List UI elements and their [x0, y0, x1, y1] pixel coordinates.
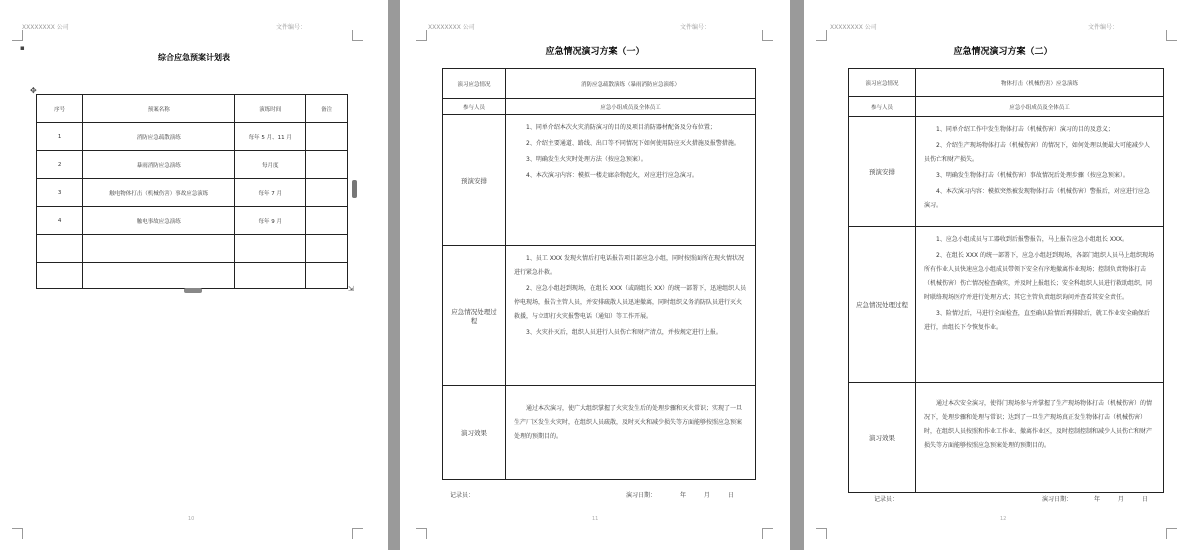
header-company: XXXXXXXX 公司: [428, 24, 475, 31]
header-company: XXXXXXXX 公司: [830, 24, 877, 31]
margin-corner-mark: [352, 528, 363, 539]
table-cell: [37, 263, 83, 289]
column-header: 演练时间: [235, 95, 306, 123]
page-1: [0, 0, 388, 550]
table-row: [443, 99, 756, 115]
section-paragraph: 3、明确发生物体打击（机械伤害）事故情况后处理步骤（按应急预案）。: [936, 172, 1129, 179]
page-number: 10: [188, 516, 195, 522]
section-paragraph: 2、在组长 XXX 的统一部署下，应急小组赶到现场，各部门组织人员马上组织现场所有作业人员快速应急小组成员带领下安全有序地撤离作业现场；控制负责物体打击（机械伤害）伤亡情况检查确实，并及时上报组长；安全科组织人员进行救助组织，同时联络现场医疗并进行处理方式；其它主管负责组织询问并查看其安全责任。: [924, 252, 1154, 301]
date-line: [1042, 494, 1148, 503]
margin-corner-mark: [12, 30, 23, 41]
page-title: 应急情况演习方案（二）: [953, 47, 1053, 57]
header-file-number: 文件编号：: [1087, 24, 1118, 31]
section-body: [506, 115, 756, 246]
margin-corner-mark: [1166, 528, 1177, 539]
section-label: 演习效果: [849, 383, 916, 493]
table-row: [849, 227, 1164, 383]
row-label: 参与人员: [443, 99, 506, 115]
table-cell: [306, 207, 348, 235]
table-row: [37, 207, 348, 235]
table-cell: [235, 263, 306, 289]
date-year: 年: [679, 492, 686, 499]
signature-line: [450, 490, 474, 499]
section-paragraph: 2、介绍主要通道、路线、出口等不同情况下如何使用防应灭火措施及报警措施。: [526, 140, 740, 147]
section-body: [506, 386, 756, 480]
section-body: [916, 227, 1164, 383]
table-row: [443, 69, 756, 99]
table-cell: [235, 235, 306, 263]
recorder-label: 记录员：: [450, 492, 475, 499]
page-title: 综合应急预案计划表: [158, 53, 230, 62]
table-move-handle-icon[interactable]: ✥: [30, 86, 37, 95]
table-row: [849, 69, 1164, 97]
column-header: 备注: [306, 95, 348, 123]
page-number: 11: [592, 516, 599, 522]
date-label: 演习日期：: [626, 492, 657, 499]
table-cell: [37, 235, 83, 263]
page-3: [804, 0, 1202, 550]
drill-plan-table: [848, 68, 1164, 493]
recorder-label: 记录员：: [874, 496, 899, 503]
section-body: [916, 117, 1164, 227]
table-row: [37, 179, 348, 207]
margin-corner-mark: [352, 30, 363, 41]
table-corner-resize-icon[interactable]: ⇲: [348, 285, 354, 293]
signature-line: [874, 494, 898, 503]
margin-corner-mark: [816, 528, 827, 539]
table-cell: 消防应急疏散演练: [83, 123, 235, 151]
table-cell: 暴雨消防应急演练: [83, 151, 235, 179]
section-paragraph: 3、火灾扑灭后，组织人员进行人员伤亡和财产清点，并按规定进行上报。: [526, 329, 722, 336]
paragraph-mark-icon: ▪: [20, 44, 25, 52]
section-label: 预演安排: [443, 115, 506, 246]
row-value: 消防应急疏散演练（暴雨消防应急演练）: [506, 69, 756, 99]
column-header: 预案名称: [83, 95, 235, 123]
section-paragraph: 3、明确发生火灾时处理方法（按应急预案）。: [526, 156, 647, 163]
section-label: 预演安排: [849, 117, 916, 227]
table-cell: [306, 179, 348, 207]
section-body: [916, 383, 1164, 493]
table-row: [37, 263, 348, 289]
date-month: 月: [1117, 496, 1124, 503]
margin-corner-mark: [762, 528, 773, 539]
table-cell: 3: [37, 179, 83, 207]
table-cell: 1: [37, 123, 83, 151]
table-row: [849, 383, 1164, 493]
table-cell: [306, 235, 348, 263]
date-year: 年: [1093, 496, 1100, 503]
table-cell: [83, 235, 235, 263]
header-file-number: 文件编号：: [275, 24, 306, 31]
table-cell: 每年 5 月、11 月: [235, 123, 306, 151]
table-cell: [306, 123, 348, 151]
table-cell: 每年 9 月: [235, 207, 306, 235]
section-paragraph: 1、员工 XXX 发现火情后打电话报告项目部应急小组，同时按照面所在现火情状况进行紧急扑救。: [514, 255, 744, 276]
margin-corner-mark: [416, 528, 427, 539]
row-value: 应急小组成员及全体员工: [916, 97, 1164, 117]
table-resize-handle[interactable]: [184, 288, 202, 293]
table-cell: 触电事故应急演练: [83, 207, 235, 235]
row-value: 物体打击（机械伤害）应急演练: [916, 69, 1164, 97]
drill-plan-table: [442, 68, 756, 480]
section-label: 演习效果: [443, 386, 506, 480]
section-paragraph: 通过本次演习，使广大组织掌握了火灾发生后的处理步骤和灭火常识；实现了一旦生产厂区发生火灾时，在组织人员疏散，及时灭火和减少损失等方面能够按照应急预案处理的预期目的。: [514, 405, 743, 440]
date-line: [626, 490, 734, 499]
header-company: XXXXXXXX 公司: [22, 24, 69, 31]
date-day: 日: [1141, 496, 1148, 503]
header-file-number: 文件编号：: [679, 24, 710, 31]
table-row: [849, 117, 1164, 227]
section-body: [506, 246, 756, 386]
table-cell: 2: [37, 151, 83, 179]
table-cell: [306, 151, 348, 179]
table-row: [849, 97, 1164, 117]
section-paragraph: 通过本次安全演习，使得门现场参与并掌握了生产现场物体打击（机械伤害）的情况下，处理步骤和处理与常识；达到了一旦生产现场真正发生物体打击（机械伤害）时，在组织人员按照和作业工作业、撤离作业区，及时控制控制和减少人员伤亡和财产损失等方面能够按照应急预案处理的预期目的。: [924, 400, 1153, 449]
plan-table: [36, 94, 348, 289]
page-number: 12: [1000, 516, 1007, 522]
margin-corner-mark: [816, 30, 827, 41]
section-label: 应急情况处理过程: [849, 227, 916, 383]
table-row: [37, 235, 348, 263]
row-label: 演习应急情况: [849, 69, 916, 97]
section-paragraph: 3、险情过后，马进行全面检查，直至确认险情后再排除后，就工作业安全确保后进行，由组长下令恢复作业。: [924, 310, 1150, 331]
table-row: [443, 246, 756, 386]
table-row: [37, 151, 348, 179]
row-label: 参与人员: [849, 97, 916, 117]
row-label: 演习应急情况: [443, 69, 506, 99]
table-cell: 每月度: [235, 151, 306, 179]
row-value: 应急小组成员及全体员工: [506, 99, 756, 115]
section-paragraph: 2、应急小组赶到现场，在组长 XXX（或副组长 XX）的统一部署下，迅速组织人员停电现场，报告主管人员，并安排疏散人员迅速撤离，同时组织义务消防队员进行灭火救援，与立即打火灾报警电话（通知）等工作开展。: [514, 285, 747, 320]
table-row: [37, 123, 348, 151]
section-label: 应急情况处理过程: [443, 246, 506, 386]
section-paragraph: 2、介绍生产现场物体打击（机械伤害）的情况下，如何处理以便最大可能减少人员伤亡和财产损失。: [924, 142, 1150, 163]
date-day: 日: [727, 492, 734, 499]
table-row: [443, 115, 756, 246]
margin-corner-mark: [762, 30, 773, 41]
side-scroll-handle[interactable]: [352, 180, 357, 198]
table-cell: 触电物体打击（机械伤害）事故应急演练: [83, 179, 235, 207]
date-label: 演习日期：: [1042, 496, 1073, 503]
margin-corner-mark: [12, 528, 23, 539]
table-row: [443, 386, 756, 480]
table-cell: [306, 263, 348, 289]
section-paragraph: 4、本次演习内容：模拟一楼走廊杂物起火，对应进行应急演习。: [526, 172, 698, 179]
margin-corner-mark: [1166, 30, 1177, 41]
column-header: 序号: [37, 95, 83, 123]
page-title: 应急情况演习方案（一）: [545, 47, 645, 57]
section-paragraph: 1、同单介绍本次火灾消防演习的目的及项目消防器材配备及分布位置；: [526, 124, 716, 131]
date-month: 月: [703, 492, 710, 499]
table-cell: 4: [37, 207, 83, 235]
section-paragraph: 1、应急小组成员与工器收到后报警报告，马上报告应急小组组长 XXX。: [936, 236, 1129, 243]
section-paragraph: 1、同单介绍工作中发生物体打击（机械伤害）演习的目的及意义；: [936, 126, 1114, 133]
table-cell: [83, 263, 235, 289]
page-2: [400, 0, 790, 550]
section-paragraph: 4、本次演习内容：模拟突然被发现物体打击（机械伤害）警报后，对应进行应急演习。: [924, 188, 1150, 209]
margin-corner-mark: [416, 30, 427, 41]
table-cell: 每年 7 月: [235, 179, 306, 207]
